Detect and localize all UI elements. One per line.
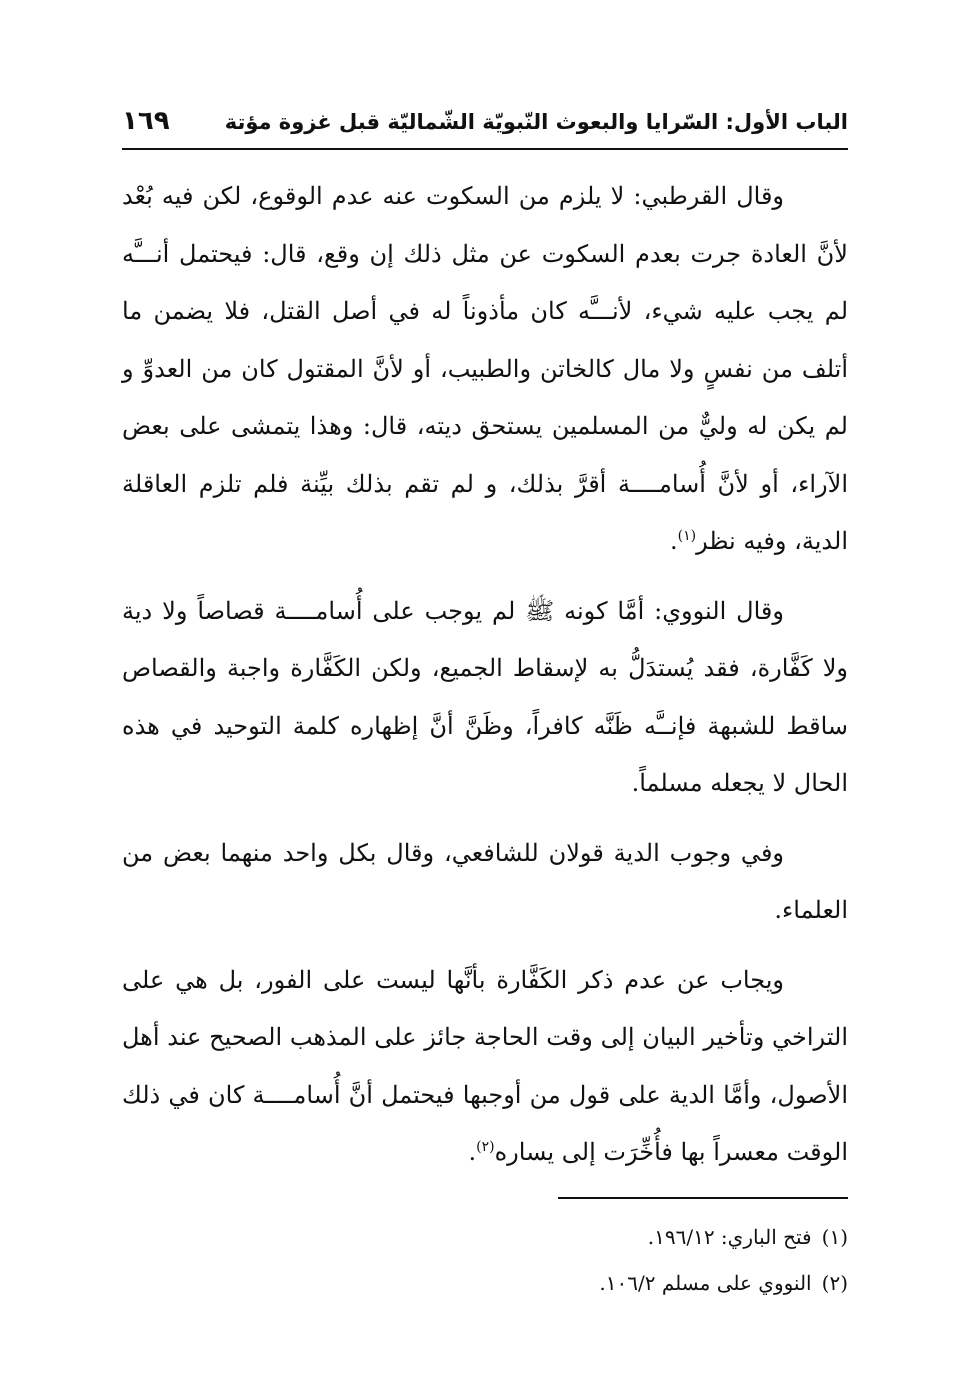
paragraph-text: وقال النووي: أمَّا كونه ﷺ لم يوجب على أُسامــــة قصاصاً ولا دية ولا كَفَّارة، فقد يُستدَلُّ به لإسقاط الجميع، ولكن الكَفَّارة واجبة والقصاص ساقط للشبهة فإنــَّه ظَنَّه كافراً، وظَنَّ أنَّ إظهاره كلمة التوحيد في هذه الحال لا يجعله مسلماً. <box>122 596 848 797</box>
paragraph-qurtubi <box>122 168 848 571</box>
footnote-number: (١) <box>821 1225 848 1249</box>
footnote-item <box>122 1214 848 1260</box>
paragraph-text: وقال القرطبي: لا يلزم من السكوت عنه عدم الوقوع، لكن فيه بُعْد لأنَّ العادة جرت بعدم السكوت عن مثل ذلك إن وقع، قال: فيحتمل أنـــَّه لم يجب عليه شيء، لأنـــَّه كان مأذوناً له في أصل القتل، فلا يضمن ما أتلف من نفسٍ ولا مال كالخاتن والطبيب، أو لأنَّ المقتول كان من العدوِّ و لم يكن له وليٌّ من المسلمين يستحق ديته، قال: وهذا يتمشى على بعض الآراء، أو لأنَّ أُسامــــة أقرَّ بذلك، و لم تقم بذلك بيِّنة فلم تلزم العاقلة الدية، وفيه نظر <box>122 182 849 555</box>
footnote-marker: (١) <box>677 528 697 544</box>
paragraph-text: ويجاب عن عدم ذكر الكَفَّارة بأنَّها ليست على الفور، بل هي على التراخي وتأخير البيان إلى وقت الحاجة جائز على المذهب الصحيح عند أهل الأصول، وأمَّا الدية على قول من أوجبها فيحتمل أنَّ أُسامــــة كان في ذلك الوقت معسراً بها فأُخِّرَت إلى يساره <box>122 965 848 1166</box>
paragraph-text: وفي وجوب الدية قولان للشافعي، وقال بكل واحد منهما بعض من العلماء. <box>122 838 848 924</box>
footnote-text: النووي على مسلم ١٠٦/٢. <box>599 1271 812 1295</box>
footnote-text: فتح الباري: ١٩٦/١٢. <box>647 1225 812 1249</box>
paragraph-nawawi <box>122 583 848 813</box>
footnote-item <box>122 1260 848 1306</box>
running-header <box>122 104 848 150</box>
footnote-number: (٢) <box>821 1271 848 1295</box>
footnote-divider <box>558 1197 848 1199</box>
paragraph-diya <box>122 825 848 940</box>
page-number: ١٦٩ <box>122 106 170 136</box>
chapter-title: الباب الأول: السّرايا والبعوث النّبويّة الشّماليّة قبل غزوة مؤتة <box>224 110 848 134</box>
footnotes <box>122 1214 848 1306</box>
footnote-marker: (٢) <box>476 1139 495 1155</box>
paragraph-end: . <box>669 527 678 555</box>
main-text <box>122 168 848 1194</box>
header-divider <box>122 148 848 150</box>
paragraph-end: . <box>468 1138 477 1166</box>
paragraph-kaffara <box>122 952 848 1182</box>
